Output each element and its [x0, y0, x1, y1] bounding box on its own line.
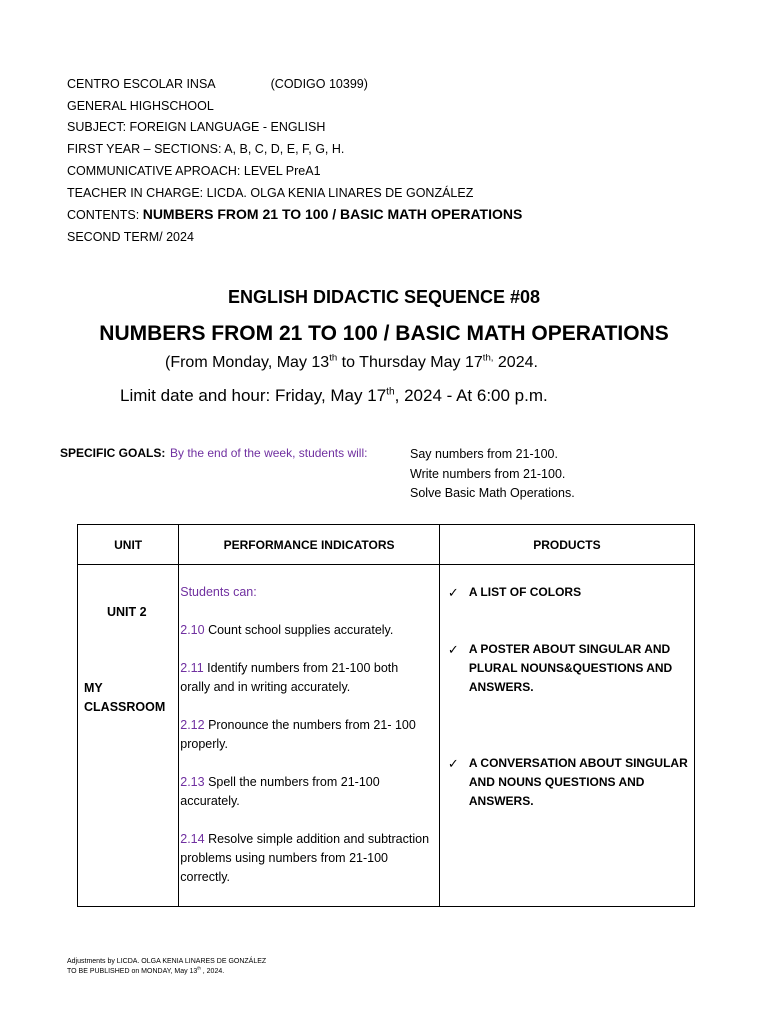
school-level: GENERAL HIGHSCHOOL [67, 98, 214, 113]
goals-intro: By the end of the week, students will: [170, 446, 368, 460]
contents-value: NUMBERS FROM 21 TO 100 / BASIC MATH OPERATIONS [142, 206, 523, 223]
limit-date-time: , 2024 - At 6:00 p.m. [394, 386, 548, 405]
checkmark-icon: ✓ [447, 756, 459, 771]
unit-name: MY CLASSROOM [84, 681, 166, 714]
indicator-text: Count school supplies accurately. [204, 623, 394, 637]
footer-publish-sup: th [197, 965, 201, 971]
indicators-intro: Students can: [180, 585, 257, 599]
sequence-table [77, 524, 695, 907]
footer-publish-text: TO BE PUBLISHED on MONDAY, May 13 [67, 968, 198, 975]
limit-date-text: Limit date and hour: Friday, May 17 [120, 386, 387, 405]
header-products: PRODUCTS [439, 525, 694, 565]
indicator-code: 2.14 [180, 832, 205, 846]
contents-line [67, 204, 522, 227]
checkmark-icon: ✓ [447, 642, 459, 657]
header-unit: UNIT [78, 525, 179, 565]
product-item [448, 640, 688, 697]
contents-label: CONTENTS: [67, 208, 143, 223]
teacher-line: TEACHER IN CHARGE: LICDA. OLGA KENIA LINARES DE GONZÁLEZ [67, 185, 474, 200]
indicator-code: 2.13 [180, 775, 205, 789]
indicator-text: Pronounce the numbers from 21- 100 properly. [180, 718, 416, 751]
date-range-sup-1: th [329, 352, 338, 364]
subject-line: SUBJECT: FOREIGN LANGUAGE - ENGLISH [67, 120, 326, 135]
indicator-code: 2.12 [180, 718, 205, 732]
year-sections-line: FIRST YEAR – SECTIONS: A, B, C, D, E, F, G, H. [67, 142, 345, 157]
sequence-title: ENGLISH DIDACTIC SEQUENCE #08 [227, 287, 541, 307]
indicator-code: 2.10 [180, 623, 205, 637]
indicator-text: Spell the numbers from 21-100 accurately. [180, 775, 380, 808]
date-range-sup-2: th, [482, 352, 494, 364]
indicators-cell [179, 565, 440, 907]
indicator-item [180, 716, 431, 754]
footer-publish-line [67, 967, 266, 977]
goals-list [410, 445, 575, 504]
unit-cell [78, 565, 179, 907]
footer-adjustments: Adjustments by LICDA. OLGA KENIA LINARES DE GONZÁLEZ [67, 958, 267, 965]
product-text: A POSTER ABOUT SINGULAR AND PLURAL NOUNS&QUESTIONS AND ANSWERS. [468, 642, 673, 694]
product-text: A LIST OF COLORS [468, 585, 582, 599]
footer-note [67, 957, 266, 977]
indicator-text: Identify numbers from 21-100 both orally and in writing accurately. [180, 661, 399, 694]
indicator-item [180, 659, 431, 697]
product-item [448, 583, 688, 602]
date-range-year: 2024. [493, 354, 538, 371]
main-title: NUMBERS FROM 21 TO 100 / BASIC MATH OPERATIONS [99, 322, 669, 345]
product-item [448, 754, 688, 811]
limit-date [120, 386, 548, 406]
products-cell [439, 565, 694, 907]
indicator-text: Resolve simple addition and subtraction problems using numbers from 21-100 correctly. [180, 832, 430, 884]
goal-item: Solve Basic Math Operations. [410, 486, 575, 500]
header-performance-indicators: PERFORMANCE INDICATORS [179, 525, 440, 565]
indicator-item [180, 621, 431, 640]
table-header-row [78, 525, 695, 565]
indicator-item [180, 773, 431, 811]
school-line [67, 74, 522, 96]
approach-line: COMMUNICATIVE APROACH: LEVEL PreA1 [67, 163, 321, 178]
checkmark-icon: ✓ [447, 585, 459, 600]
indicator-code: 2.11 [180, 661, 204, 675]
limit-date-sup: th [386, 386, 395, 398]
goal-item: Say numbers from 21-100. [410, 447, 558, 461]
table-row [78, 565, 695, 907]
unit-number: UNIT 2 [107, 605, 147, 619]
school-name: CENTRO ESCOLAR INSA [67, 77, 216, 91]
school-code: (CODIGO 10399) [270, 77, 368, 91]
goals-label: SPECIFIC GOALS: [60, 446, 166, 460]
date-range [165, 354, 538, 372]
indicator-item [180, 830, 431, 887]
footer-publish-year: , 2024. [200, 968, 225, 975]
date-range-start: (From Monday, May 13 [165, 354, 330, 371]
date-range-end: to Thursday May 17 [337, 354, 483, 371]
product-text: A CONVERSATION ABOUT SINGULAR AND NOUNS QUESTIONS AND ANSWERS. [468, 756, 688, 808]
term-line: SECOND TERM/ 2024 [67, 229, 194, 244]
goal-item: Write numbers from 21-100. [410, 466, 566, 481]
document-header [67, 74, 522, 249]
